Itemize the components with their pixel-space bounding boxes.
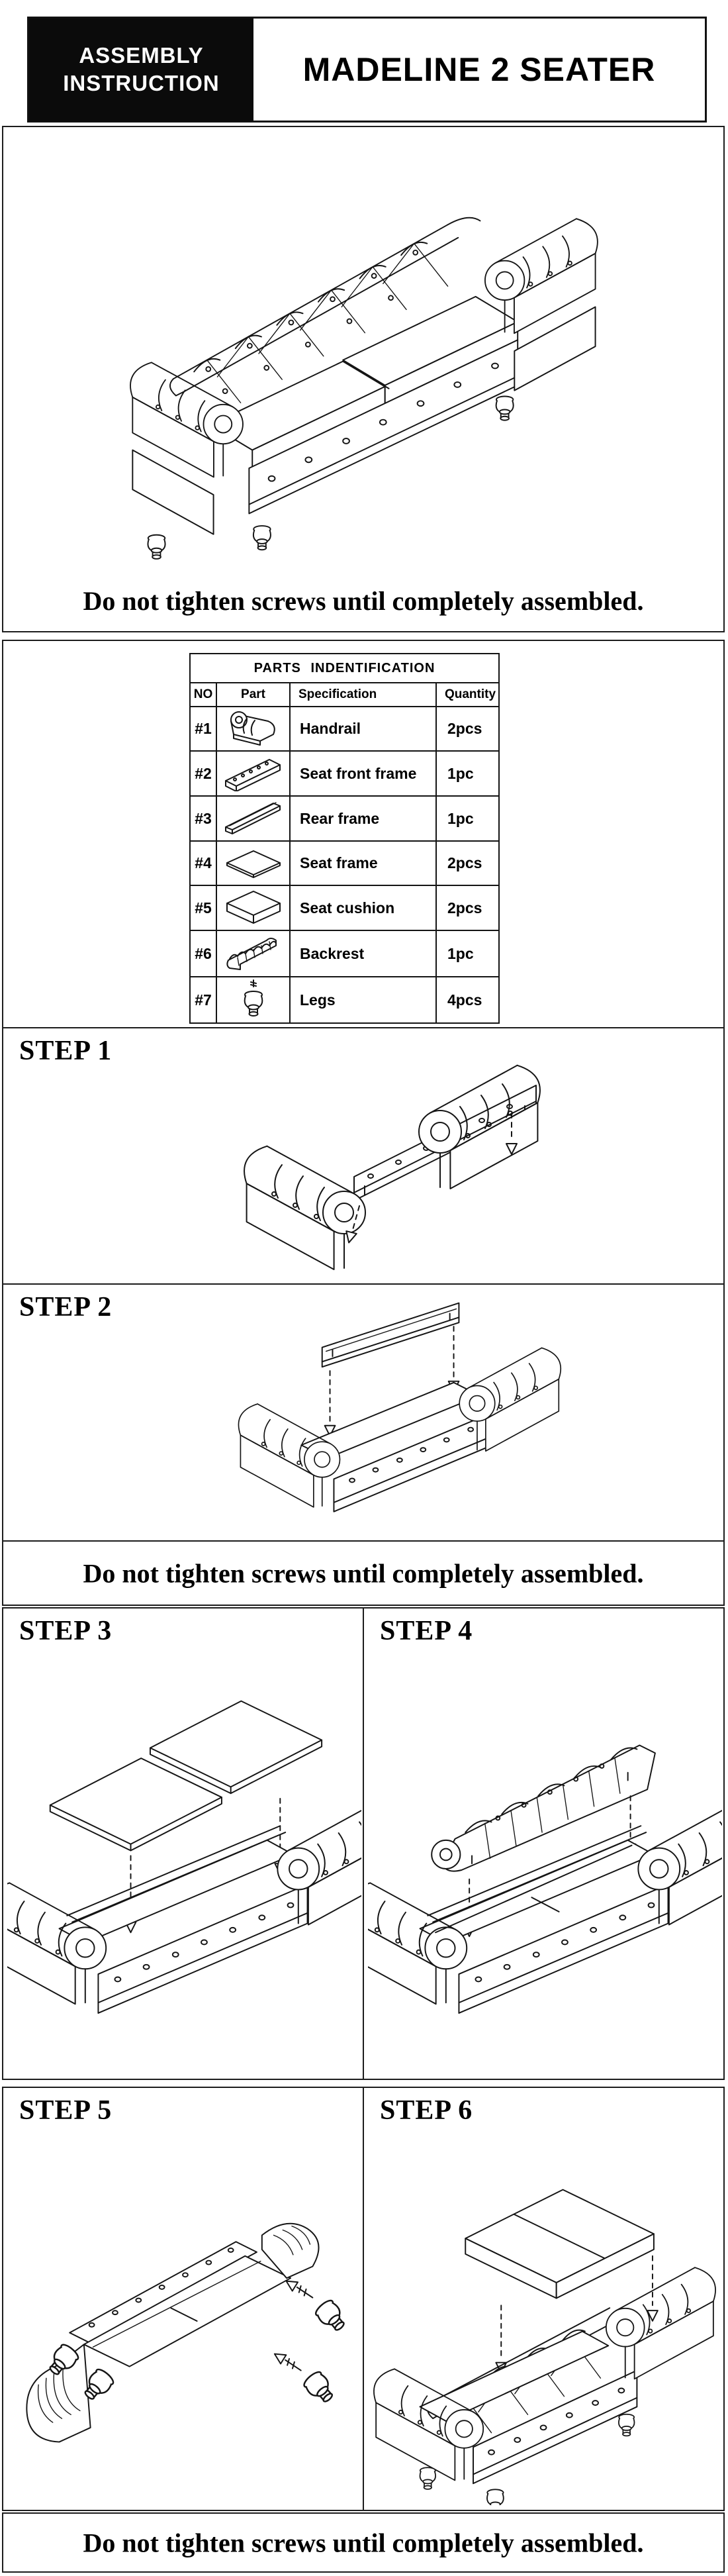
part-no-cell: #3 xyxy=(190,796,216,841)
part-qty-cell: 1pc xyxy=(436,751,499,796)
bottom-warning-band xyxy=(2,2512,725,2573)
table-row xyxy=(190,796,499,841)
badge-line1: ASSEMBLY xyxy=(79,42,204,68)
part-qty-cell: 2pcs xyxy=(436,841,499,885)
backrest-icon xyxy=(220,931,287,972)
part-qty-cell: 2pcs xyxy=(436,885,499,930)
part-spec-cell: Backrest xyxy=(290,930,436,977)
step-1-label: STEP 1 xyxy=(19,1036,113,1066)
step-3-label: STEP 3 xyxy=(19,1616,113,1646)
finished-sofa-section xyxy=(2,126,725,632)
legs-icon xyxy=(234,977,273,1018)
part-icon-cell xyxy=(216,885,290,930)
part-spec-cell: Seat frame xyxy=(290,841,436,885)
parts-table xyxy=(189,653,500,1024)
assembly-instruction-badge xyxy=(29,19,253,121)
step-5-illustration xyxy=(7,2134,361,2505)
step-3-illustration xyxy=(7,1665,361,2075)
step-3-section xyxy=(2,1607,364,2080)
part-spec-cell: Seat front frame xyxy=(290,751,436,796)
part-no-cell: #6 xyxy=(190,930,216,977)
table-row xyxy=(190,841,499,885)
part-icon-cell xyxy=(216,707,290,751)
col-header-qty: Quantity xyxy=(436,683,499,707)
finished-sofa-illustration xyxy=(116,146,609,586)
table-row xyxy=(190,885,499,930)
part-qty-cell: 2pcs xyxy=(436,707,499,751)
warning-band xyxy=(2,1540,725,1606)
part-qty-cell: 1pc xyxy=(436,796,499,841)
parts-table-title: PARTS INDENTIFICATION xyxy=(190,654,499,683)
part-icon-cell xyxy=(216,930,290,977)
col-header-no: NO xyxy=(190,683,216,707)
seat-front-frame-icon xyxy=(220,752,287,791)
table-row xyxy=(190,707,499,751)
warning-text: Do not tighten screws until completely assembled. xyxy=(83,2528,644,2557)
warning-text: Do not tighten screws until completely assembled. xyxy=(83,1558,644,1588)
part-icon-cell xyxy=(216,841,290,885)
step-4-label: STEP 4 xyxy=(380,1616,473,1646)
seat-frame-icon xyxy=(222,843,285,880)
part-icon-cell xyxy=(216,751,290,796)
table-row xyxy=(190,977,499,1023)
part-spec-cell: Handrail xyxy=(290,707,436,751)
part-spec-cell: Rear frame xyxy=(290,796,436,841)
part-no-cell: #4 xyxy=(190,841,216,885)
step-2-section xyxy=(2,1283,725,1542)
part-no-cell: #2 xyxy=(190,751,216,796)
parts-identification-section xyxy=(2,640,725,1028)
step-1-section xyxy=(2,1027,725,1285)
step-2-label: STEP 2 xyxy=(19,1292,113,1322)
part-no-cell: #7 xyxy=(190,977,216,1023)
step-1-illustration xyxy=(202,1039,572,1277)
step-5-label: STEP 5 xyxy=(19,2095,113,2126)
product-title: MADELINE 2 SEATER xyxy=(302,51,656,88)
document-header xyxy=(27,17,707,123)
part-spec-cell: Legs xyxy=(290,977,436,1023)
part-icon-cell xyxy=(216,796,290,841)
step-6-section xyxy=(363,2087,725,2511)
seat-cushion-icon xyxy=(222,886,285,926)
handrail-icon xyxy=(222,708,285,746)
part-no-cell: #1 xyxy=(190,707,216,751)
table-row xyxy=(190,930,499,977)
badge-line2: INSTRUCTION xyxy=(63,71,220,95)
rear-frame-icon xyxy=(220,797,287,836)
part-no-cell: #5 xyxy=(190,885,216,930)
step-5-section xyxy=(2,2087,364,2511)
step-6-illustration xyxy=(368,2128,722,2505)
step-2-illustration xyxy=(222,1291,566,1539)
part-qty-cell: 1pc xyxy=(436,930,499,977)
warning-caption: Do not tighten screws until completely assembled. xyxy=(83,586,644,616)
table-row xyxy=(190,751,499,796)
col-header-spec: Specification xyxy=(290,683,436,707)
step-6-label: STEP 6 xyxy=(380,2095,473,2126)
part-qty-cell: 4pcs xyxy=(436,977,499,1023)
col-header-part: Part xyxy=(216,683,290,707)
part-icon-cell xyxy=(216,977,290,1023)
step-4-section xyxy=(363,1607,725,2080)
step-4-illustration xyxy=(368,1665,722,2075)
part-spec-cell: Seat cushion xyxy=(290,885,436,930)
